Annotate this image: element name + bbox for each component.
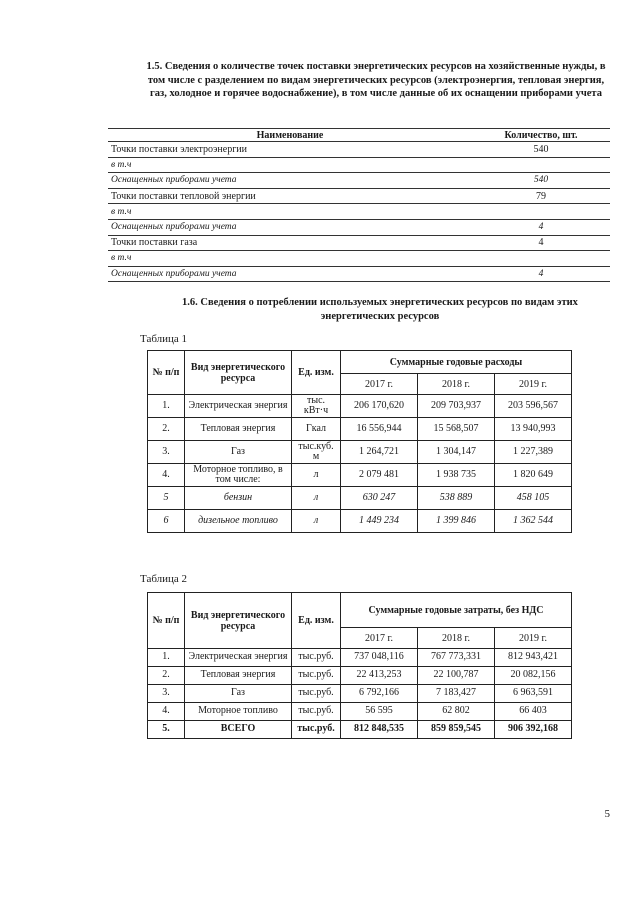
value-2017: 737 048,116 — [341, 649, 418, 667]
col-qty-header: Количество, шт. — [472, 129, 610, 142]
table-row — [108, 157, 610, 173]
table1-caption: Таблица 1 — [140, 333, 188, 345]
t2-year-2018: 2018 г. — [417, 628, 494, 649]
table-row — [148, 441, 572, 464]
unit: тыс.куб. м — [292, 441, 341, 464]
delivery-point-name: Оснащенных приборами учета — [108, 266, 472, 282]
resource-name: Тепловая энергия — [185, 667, 292, 685]
col-name-header: Наименование — [108, 129, 472, 142]
table-row — [108, 142, 610, 158]
unit: тыс.руб. — [292, 703, 341, 721]
value-2017: 6 792,166 — [341, 685, 418, 703]
resource-name: ВСЕГО — [185, 721, 292, 739]
t2-type-header: Вид энергетического ресурса — [185, 593, 292, 649]
value-2019: 812 943,421 — [494, 649, 571, 667]
table-row — [148, 721, 572, 739]
delivery-point-name: в т.ч — [108, 251, 472, 267]
value-2017: 1 449 234 — [341, 510, 418, 533]
value-2019: 1 362 544 — [495, 510, 572, 533]
value-2019: 458 105 — [495, 487, 572, 510]
value-2019: 13 940,993 — [495, 418, 572, 441]
section-1-6-title: 1.6. Сведения о потреблении используемых энергетических ресурсов по видам этих энергетических ресурсов — [182, 297, 578, 322]
resource-name: Электрическая энергия — [185, 649, 292, 667]
delivery-point-qty — [472, 204, 610, 220]
costs-body — [148, 649, 572, 739]
value-2017: 812 848,535 — [341, 721, 418, 739]
consumption-body — [148, 395, 572, 533]
t2-group-header: Суммарные годовые затраты, без НДС — [341, 593, 572, 628]
row-number: 4. — [148, 703, 185, 721]
delivery-point-name: Оснащенных приборами учета — [108, 219, 472, 235]
value-2019: 1 227,389 — [495, 441, 572, 464]
resource-name: Моторное топливо, в том числе: — [185, 464, 292, 487]
row-number: 3. — [148, 685, 185, 703]
table-row — [148, 703, 572, 721]
table-row — [108, 219, 610, 235]
delivery-point-qty: 4 — [472, 266, 610, 282]
value-2018: 767 773,331 — [417, 649, 494, 667]
delivery-points-table — [108, 128, 610, 282]
value-2019: 6 963,591 — [494, 685, 571, 703]
t2-year-2017: 2017 г. — [341, 628, 418, 649]
delivery-point-qty: 4 — [472, 219, 610, 235]
value-2017: 630 247 — [341, 487, 418, 510]
row-number: 6 — [148, 510, 185, 533]
value-2018: 1 399 846 — [418, 510, 495, 533]
row-number: 4. — [148, 464, 185, 487]
table-row — [108, 251, 610, 267]
value-2018: 859 859,545 — [417, 721, 494, 739]
delivery-point-qty — [472, 157, 610, 173]
t1-year-2019: 2019 г. — [495, 374, 572, 395]
value-2018: 7 183,427 — [417, 685, 494, 703]
unit: тыс. кВт·ч — [292, 395, 341, 418]
row-number: 3. — [148, 441, 185, 464]
unit: тыс.руб. — [292, 667, 341, 685]
resource-name: дизельное топливо — [185, 510, 292, 533]
value-2019: 1 820 649 — [495, 464, 572, 487]
value-2019: 66 403 — [494, 703, 571, 721]
unit: л — [292, 487, 341, 510]
costs-table — [147, 592, 572, 739]
row-number: 1. — [148, 395, 185, 418]
t1-num-header: № п/п — [148, 351, 185, 395]
unit: тыс.руб. — [292, 685, 341, 703]
unit: л — [292, 510, 341, 533]
table-row — [108, 235, 610, 251]
delivery-point-qty: 79 — [472, 188, 610, 204]
section-1-5-title: 1.5. Сведения о количестве точек поставки энергетических ресурсов на хозяйственные нужды, в том числе с разделением по видам энергетических ресурсов (электроэнергия, тепловая энергия, газ, холодное и горячее водоснабжение), в том числе данные об их оснащении приборами учета — [146, 61, 606, 99]
value-2017: 56 595 — [341, 703, 418, 721]
unit: Гкал — [292, 418, 341, 441]
t2-year-2019: 2019 г. — [494, 628, 571, 649]
row-number: 5 — [148, 487, 185, 510]
t1-unit-header: Ед. изм. — [292, 351, 341, 395]
resource-name: Газ — [185, 441, 292, 464]
delivery-point-qty: 540 — [472, 173, 610, 189]
t1-year-2017: 2017 г. — [341, 374, 418, 395]
delivery-point-qty — [472, 251, 610, 267]
delivery-points-body — [108, 142, 610, 282]
unit: тыс.руб. — [292, 649, 341, 667]
value-2018: 1 938 735 — [418, 464, 495, 487]
table-row — [108, 188, 610, 204]
value-2019: 906 392,168 — [494, 721, 571, 739]
value-2018: 209 703,937 — [418, 395, 495, 418]
value-2019: 20 082,156 — [494, 667, 571, 685]
table2-caption: Таблица 2 — [140, 573, 188, 585]
page-number: 5 — [604, 808, 610, 820]
resource-name: Электрическая энергия — [185, 395, 292, 418]
t1-type-header: Вид энергетического ресурса — [185, 351, 292, 395]
row-number: 2. — [148, 418, 185, 441]
table-row — [108, 266, 610, 282]
resource-name: Тепловая энергия — [185, 418, 292, 441]
unit: л — [292, 464, 341, 487]
delivery-point-name: Точки поставки электроэнергии — [108, 142, 472, 158]
table-row — [148, 487, 572, 510]
value-2017: 1 264,721 — [341, 441, 418, 464]
resource-name: Моторное топливо — [185, 703, 292, 721]
value-2017: 206 170,620 — [341, 395, 418, 418]
t1-group-header: Суммарные годовые расходы — [341, 351, 572, 374]
table-row — [148, 649, 572, 667]
value-2018: 538 889 — [418, 487, 495, 510]
resource-name: Газ — [185, 685, 292, 703]
value-2017: 2 079 481 — [341, 464, 418, 487]
delivery-point-name: в т.ч — [108, 157, 472, 173]
delivery-point-name: в т.ч — [108, 204, 472, 220]
value-2018: 15 568,507 — [418, 418, 495, 441]
value-2017: 22 413,253 — [341, 667, 418, 685]
table-row — [148, 395, 572, 418]
value-2019: 203 596,567 — [495, 395, 572, 418]
unit: тыс.руб. — [292, 721, 341, 739]
t2-unit-header: Ед. изм. — [292, 593, 341, 649]
delivery-point-qty: 4 — [472, 235, 610, 251]
value-2017: 16 556,944 — [341, 418, 418, 441]
table-row — [148, 464, 572, 487]
delivery-point-name: Точки поставки газа — [108, 235, 472, 251]
table-row — [108, 204, 610, 220]
value-2018: 1 304,147 — [418, 441, 495, 464]
row-number: 5. — [148, 721, 185, 739]
table-row — [148, 418, 572, 441]
table-row — [148, 510, 572, 533]
table-row — [148, 685, 572, 703]
delivery-point-qty: 540 — [472, 142, 610, 158]
table-row — [148, 667, 572, 685]
t1-year-2018: 2018 г. — [418, 374, 495, 395]
table-row — [108, 173, 610, 189]
delivery-point-name: Оснащенных приборами учета — [108, 173, 472, 189]
value-2018: 22 100,787 — [417, 667, 494, 685]
row-number: 2. — [148, 667, 185, 685]
resource-name: бензин — [185, 487, 292, 510]
value-2018: 62 802 — [417, 703, 494, 721]
consumption-table — [147, 350, 572, 533]
row-number: 1. — [148, 649, 185, 667]
t2-num-header: № п/п — [148, 593, 185, 649]
delivery-point-name: Точки поставки тепловой энергии — [108, 188, 472, 204]
